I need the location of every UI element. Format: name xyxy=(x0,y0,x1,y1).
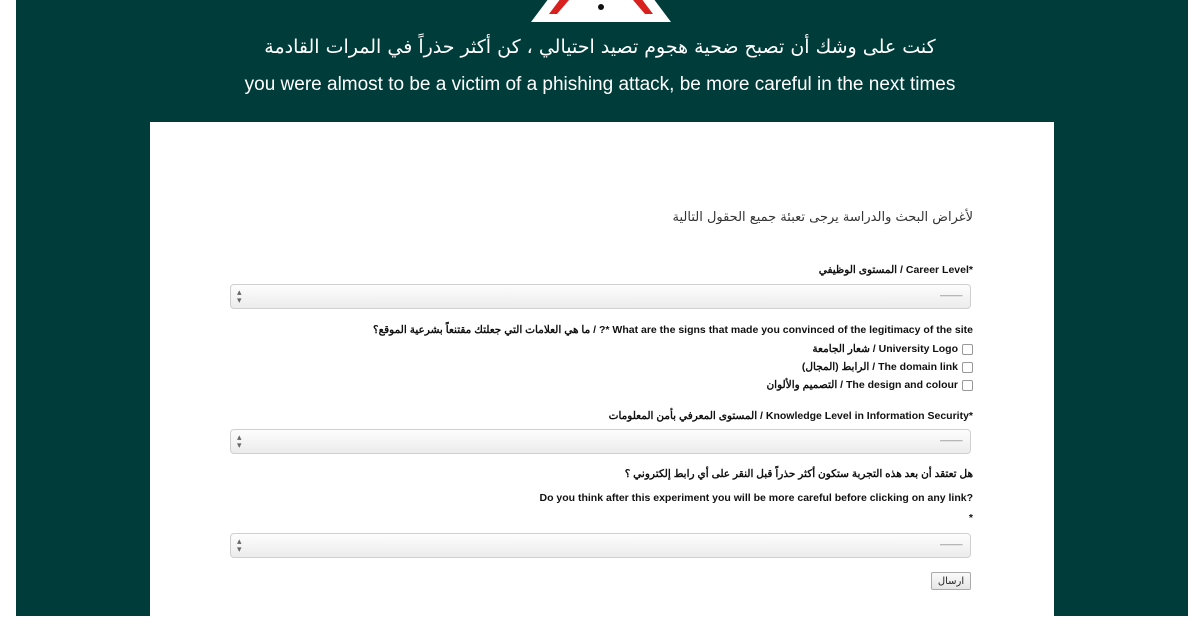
checkbox-university-logo[interactable] xyxy=(812,343,973,355)
select-arrows-icon: ▴ ▾ xyxy=(237,433,242,451)
career-level-value: ---------- xyxy=(939,291,962,301)
careful-value: ---------- xyxy=(939,540,962,550)
career-level-select[interactable] xyxy=(230,284,971,309)
careful-select[interactable] xyxy=(230,533,971,558)
warning-triangle-icon xyxy=(527,0,675,24)
checkbox[interactable] xyxy=(962,362,973,373)
checkbox-label: شعار الجامعة / University Logo xyxy=(812,343,958,355)
required-mark: * xyxy=(968,512,973,524)
careful-question-english: Do you think after this experiment you will be more careful before clicking on any link? xyxy=(539,492,973,504)
checkbox-label: الرابط (المجال) / The domain link xyxy=(801,361,958,373)
signs-question-label: ما هي العلامات التي جعلتك مقتنعاً بشرعية الموقع؟ / ?* What are the signs that made you convinced of the legitimacy of the site xyxy=(373,324,973,336)
careful-question-arabic: هل تعتقد أن بعد هذه التجربة ستكون أكثر حذراً قبل النقر على أي رابط إلكتروني ؟ xyxy=(624,468,973,480)
checkbox[interactable] xyxy=(962,380,973,391)
checkbox-design-colour[interactable] xyxy=(766,379,973,391)
survey-intro: لأغراض البحث والدراسة يرجى تعبئة جميع الحقول التالية xyxy=(672,210,973,225)
select-arrows-icon: ▴ ▾ xyxy=(237,537,242,555)
warning-message-arabic: كنت على وشك أن تصبح ضحية هجوم تصيد احتيالي ، كن أكثر حذراً في المرات القادمة xyxy=(264,36,936,58)
submit-button[interactable]: ارسال xyxy=(931,572,971,590)
career-level-label: المستوى الوظيفي / Career Level* xyxy=(818,264,973,276)
knowledge-level-value: ---------- xyxy=(939,436,962,446)
knowledge-level-label: المستوى المعرفي بأمن المعلومات / Knowledge Level in Information Security* xyxy=(608,410,973,422)
checkbox-domain-link[interactable] xyxy=(802,361,973,373)
warning-message-english: you were almost to be a victim of a phishing attack, be more careful in the next times xyxy=(244,74,956,95)
knowledge-level-select[interactable] xyxy=(230,429,971,454)
checkbox-label: التصميم والألوان / The design and colour xyxy=(766,379,958,391)
survey-panel xyxy=(150,122,1054,616)
checkbox[interactable] xyxy=(962,344,973,355)
select-arrows-icon: ▴ ▾ xyxy=(237,288,242,306)
